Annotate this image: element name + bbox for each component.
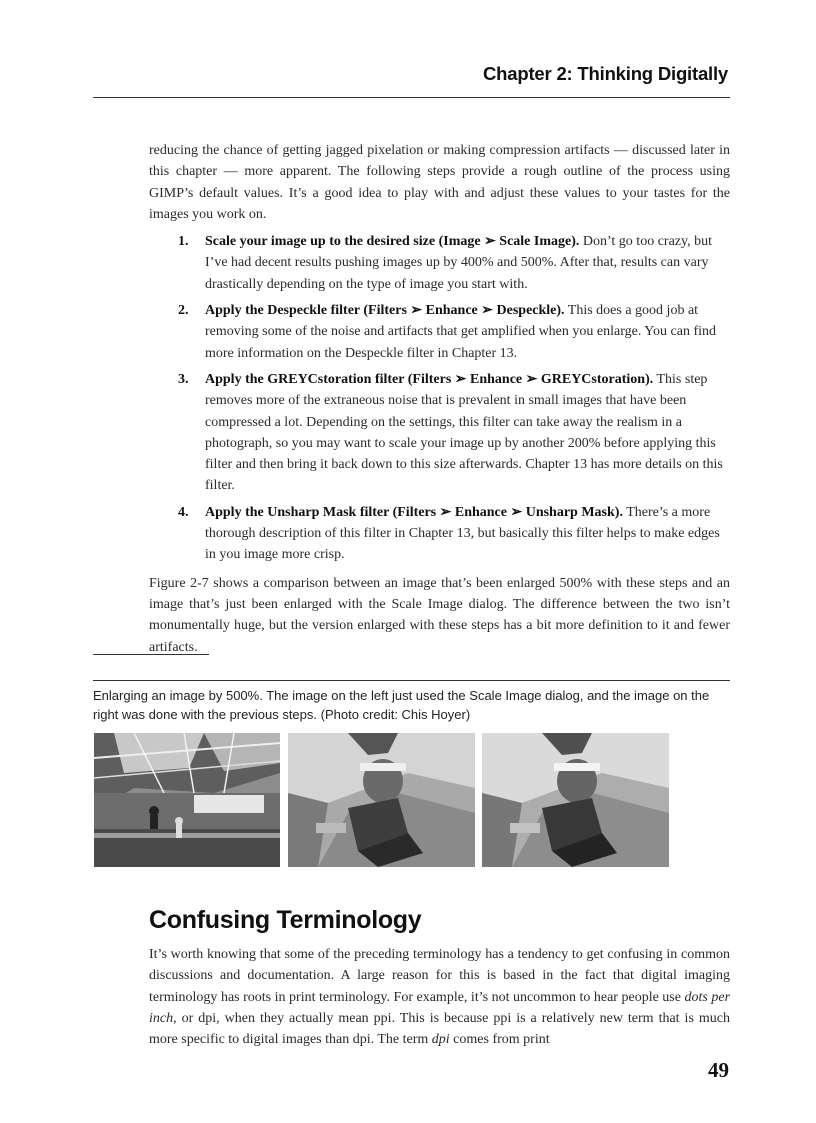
steps-list bbox=[149, 231, 730, 565]
step-lead: Apply the Despeckle filter (Filters ➢ Enhance ➢ Despeckle). bbox=[205, 303, 565, 319]
step-number: 1. bbox=[178, 234, 189, 250]
text-run: , or dpi, when they actually mean ppi. This is because ppi is a relatively new term that is much more specific to digital images than dpi. The term bbox=[149, 1010, 730, 1048]
list-item bbox=[149, 231, 730, 295]
list-item bbox=[149, 502, 730, 566]
step-text: Don’t go too crazy, but I’ve had decent results pushing images up by 400% and 500%. After that, results can vary drastically depending on the type of image you start with. bbox=[205, 234, 712, 292]
figure-caption: Enlarging an image by 500%. The image on the left just used the Scale Image dialog, and the image on the right was done with the previous steps. (Photo credit: Chis Hoyer) bbox=[93, 688, 710, 722]
step-text: There’s a more thorough description of this filter in Chapter 13, but basically this filter helps to make edges in you image more crisp. bbox=[205, 504, 720, 563]
step-lead: Scale your image up to the desired size (Image ➢ Scale Image). bbox=[205, 234, 580, 250]
section-heading: Confusing Terminology bbox=[149, 906, 422, 934]
list-item bbox=[149, 300, 730, 364]
comparison-paragraph: Figure 2-7 shows a comparison between an image that’s been enlarged 500% with these steps and an image that’s just been enlarged with the Scale Image dialog. The difference between the two isn’t monumentally huge, but the version enlarged with these steps has a bit more definition to it and fewer artifacts. bbox=[149, 575, 730, 655]
step-text: This step removes more of the extraneous noise that is prevalent in small images that have been compressed a lot. Depending on the settings, this filter can take away the realism in a photograph, so you may want to scale your image up by another 200% before applying this filter and then bring it back down to this size afterwards. Chapter 13 has more details on this filter. bbox=[205, 371, 723, 494]
list-item bbox=[149, 369, 730, 497]
text-run: It’s worth knowing that some of the preceding terminology has a tendency to get confusing in common discussions and documentation. A large reason for this is based in the fact that digital imaging terminology has roots in print terminology. For example, it’s not uncommon to hear people use bbox=[149, 947, 730, 1005]
step-text: This does a good job at removing some of the noise and artifacts that get amplified when you enlarge. You can find more information on the Despeckle filter in Chapter 13. bbox=[205, 303, 716, 361]
wrestling-arena-photo bbox=[94, 733, 280, 867]
page-number: 49 bbox=[708, 1058, 729, 1082]
intro-paragraph: reducing the chance of getting jagged pixelation or making compression artifacts — discussed later in this chapter — more apparent. The following steps provide a rough outline of the process using GIMP’s default values. It’s a good idea to play with and adjust these values to your tastes for the images you work on. bbox=[149, 143, 730, 222]
step-lead: Apply the GREYCstoration filter (Filters ➢ Enhance ➢ GREYCstoration). bbox=[205, 371, 654, 387]
step-lead: Apply the Unsharp Mask filter (Filters ➢ Enhance ➢ Unsharp Mask). bbox=[205, 504, 623, 520]
step-number: 4. bbox=[178, 504, 189, 520]
wrestler-closeup-enhanced-photo bbox=[482, 733, 669, 867]
wrestler-closeup-scaled-photo bbox=[288, 733, 475, 867]
main-content bbox=[149, 140, 730, 658]
step-number: 2. bbox=[178, 303, 189, 319]
emphasis-text: dpi bbox=[431, 1032, 450, 1048]
figure-label-rule bbox=[93, 654, 209, 655]
text-run: comes from print bbox=[449, 1032, 550, 1048]
emphasis-text: dots per inch bbox=[149, 989, 731, 1026]
figure-rule bbox=[93, 680, 730, 681]
step-number: 3. bbox=[178, 371, 189, 387]
section-paragraph bbox=[149, 944, 730, 1050]
running-head: Chapter 2: Thinking Digitally bbox=[483, 63, 728, 84]
header-rule bbox=[93, 97, 730, 98]
